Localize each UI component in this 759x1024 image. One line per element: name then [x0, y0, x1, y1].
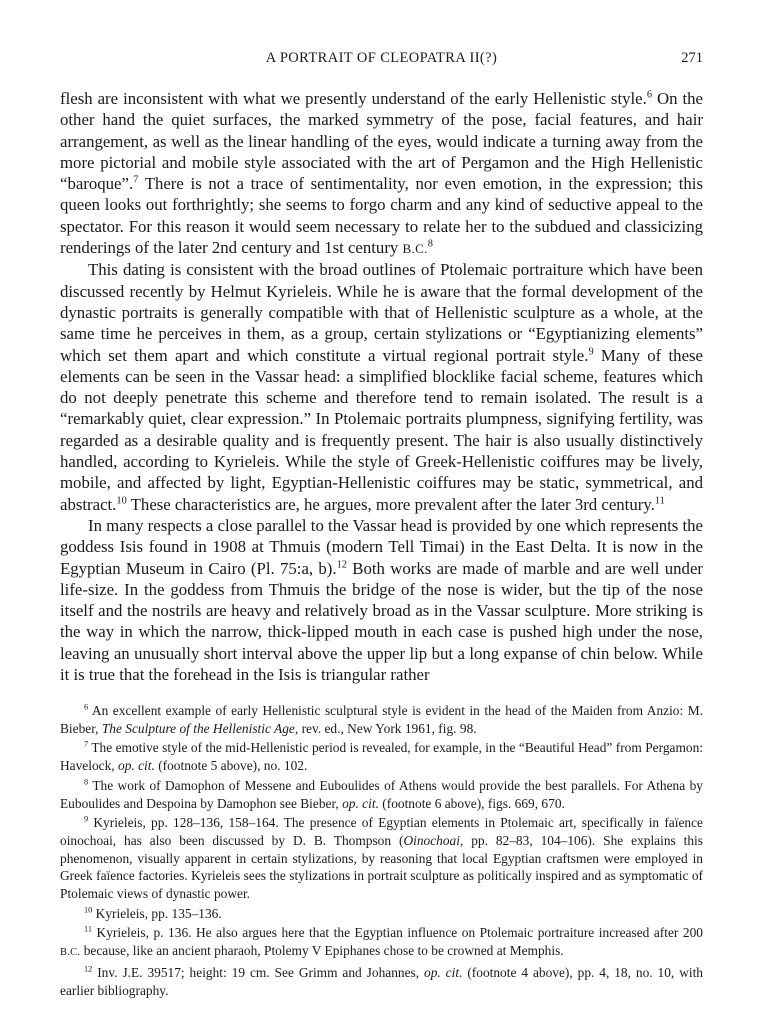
footnote-6	[60, 702, 703, 737]
text-run: In many respects a close parallel to the Vassar head is provided by one which represents the goddess Isis found in 1908 at Thmuis (modern Tell Timai) in the East Delta. It is now in the Egyptian Museum in Cairo (Pl. 75:a, b).	[60, 515, 703, 578]
italic-title: The Sculpture of the Hellenistic Age	[101, 720, 295, 736]
italic-title: op. cit.	[118, 758, 155, 774]
body-text	[60, 88, 703, 685]
footnote-10	[60, 905, 703, 923]
footnotes	[60, 702, 703, 1001]
footnote-number: 9	[84, 814, 89, 824]
italic-title: op. cit.	[342, 795, 379, 811]
italic-title: op. cit.	[424, 964, 463, 980]
footnote-number: 7	[84, 739, 89, 749]
text-run: There is not a trace of sentimentality, nor even emotion, in the expression; this queen looks out forthrightly; she seems to forgo charm and any kind of seductive appeal to the spectator. For this reason it would seem necessary to relate her to the subdued and classicizing renderings of the later 2nd century and 1st century	[60, 174, 703, 258]
footnote-9	[60, 814, 703, 903]
text-run: Inv. J.E. 39517; height: 19 cm. See Grimm and Johannes,	[92, 964, 425, 980]
text-run: This dating is consistent with the broad outlines of Ptolemaic portraiture which have been discussed recently by Helmut Kyrieleis. While he is aware that the formal development of the dynastic portraits is generally compatible with that of Hellenistic sculpture as a whole, at the same time he perceives in them, as a group, certain stylizations or “Egyptianizing elements” which set them apart and which constitute a virtual regional portrait style.	[60, 260, 703, 365]
text-run: These characteristics are, he argues, more prevalent after the later 3rd century.	[126, 494, 655, 514]
text-run: , rev. ed., New York 1961, fig. 98.	[294, 720, 477, 736]
text-run: The emotive style of the mid-Hellenistic period is revealed, for example, in the “Beautiful Head” from Pergamon: Havelock,	[60, 740, 703, 774]
footnote-number: 12	[84, 964, 93, 974]
text-run: Many of these elements can be seen in the Vassar head: a simplified blocklike facial scheme, features which do not deeply penetrate this scheme and therefore tend to remain isolated. The result is a “remarkably quiet, clear expression.” In Ptolemaic portraits plumpness, signifying fertility, was regarded as a desirable quality and is frequently present. The hair is also usually distinctively handled, according to Kyrieleis. While the style of Greek-Hellenistic coiffures may be lively, mobile, and affected by light, Egyptian-Hellenistic coiffures may be static, symmetrical, and abstract.	[60, 345, 703, 514]
footnote-number: 6	[84, 702, 89, 712]
footnote-number: 8	[84, 777, 89, 787]
page-number: 271	[681, 50, 703, 66]
footnote-ref-6: 6	[646, 89, 653, 101]
running-title: A PORTRAIT OF CLEOPATRA II(?)	[265, 50, 498, 66]
footnote-7	[60, 739, 703, 774]
small-caps-bc: B.C.	[60, 947, 81, 959]
text-run: Kyrieleis, pp. 135–136.	[92, 905, 222, 921]
text-run: On the other hand the quiet surfaces, the marked symmetry of the pose, facial features, and hair arrangement, as well as the linear handling of the eyes, would indicate a turning away from the more pictorial and mobile style associated with the art of Pergamon and the High Hellenistic “baroque”.	[60, 89, 704, 194]
italic-title: Oinochoai	[403, 832, 460, 848]
footnote-ref-10: 10	[116, 495, 127, 507]
text-run: An excellent example of early Hellenistic sculptural style is evident in the head of the Maiden from Anzio: M. Bieber,	[60, 703, 703, 736]
footnote-ref-8: 8	[427, 238, 433, 250]
text-run: The work of Damophon of Messene and Euboulides of Athens would provide the best parallels. For Athena by Euboulides and Despoina by Damophon see Bieber,	[60, 777, 703, 811]
paragraph-3	[60, 515, 703, 685]
footnote-8	[60, 777, 703, 812]
text-run: Kyrieleis, pp. 128–136, 158–164. The presence of Egyptian elements in Ptolemaic art, specifically in faïence oinochoai, has also been discussed by D. B. Thompson (	[60, 815, 703, 848]
footnote-number: 11	[84, 924, 92, 934]
footnote-ref-11: 11	[654, 495, 665, 507]
footnote-ref-9: 9	[588, 345, 594, 357]
footnote-ref-7: 7	[133, 174, 139, 186]
text-run: Both works are made of marble and are well under life-size. In the goddess from Thmuis the bridge of the nose is wider, but the tip of the nose itself and the nostrils are heavy and relatively broad as in the Vassar sculpture. More striking is the way in which the narrow, thick-lipped mouth in each case is pushed high under the nose, leaving an unusually short interval above the upper lip but a long expanse of chin below. While it is true that the forehead in the Isis is triangular rather	[60, 558, 703, 685]
text-run: (footnote 4 above), pp. 4, 18, no. 10, with earlier bibliography.	[60, 964, 703, 998]
footnote-11	[60, 924, 703, 961]
text-run: , pp. 82–83, 104–106). She explains this phenomenon, visually apparent in certain stylizations, by reasoning that local Egyptian craftsmen were employed in Greek faïence factories. Kyrieleis sees the stylizations in portrait sculpture as politically inspired and as symptomatic of Ptolemaic views of dynastic power.	[60, 832, 703, 902]
text-run: because, like an ancient pharaoh, Ptolemy V Epiphanes chose to be crowned at Memphis.	[80, 943, 564, 959]
footnote-12	[60, 964, 703, 999]
running-head	[60, 50, 703, 74]
text-run: (footnote 5 above), no. 102.	[154, 758, 308, 774]
paragraph-2	[60, 259, 703, 515]
paragraph-1	[60, 88, 703, 259]
text-run: flesh are inconsistent with what we presently understand of the early Hellenistic style.	[60, 89, 647, 108]
text-run: (footnote 6 above), figs. 669, 670.	[378, 795, 565, 811]
footnote-ref-12: 12	[336, 558, 347, 570]
footnote-number: 10	[84, 905, 93, 915]
small-caps-bc: B.C.	[402, 241, 428, 257]
text-run: Kyrieleis, p. 136. He also argues here that the Egyptian influence on Ptolemaic portraiture increased after 200	[92, 925, 703, 941]
